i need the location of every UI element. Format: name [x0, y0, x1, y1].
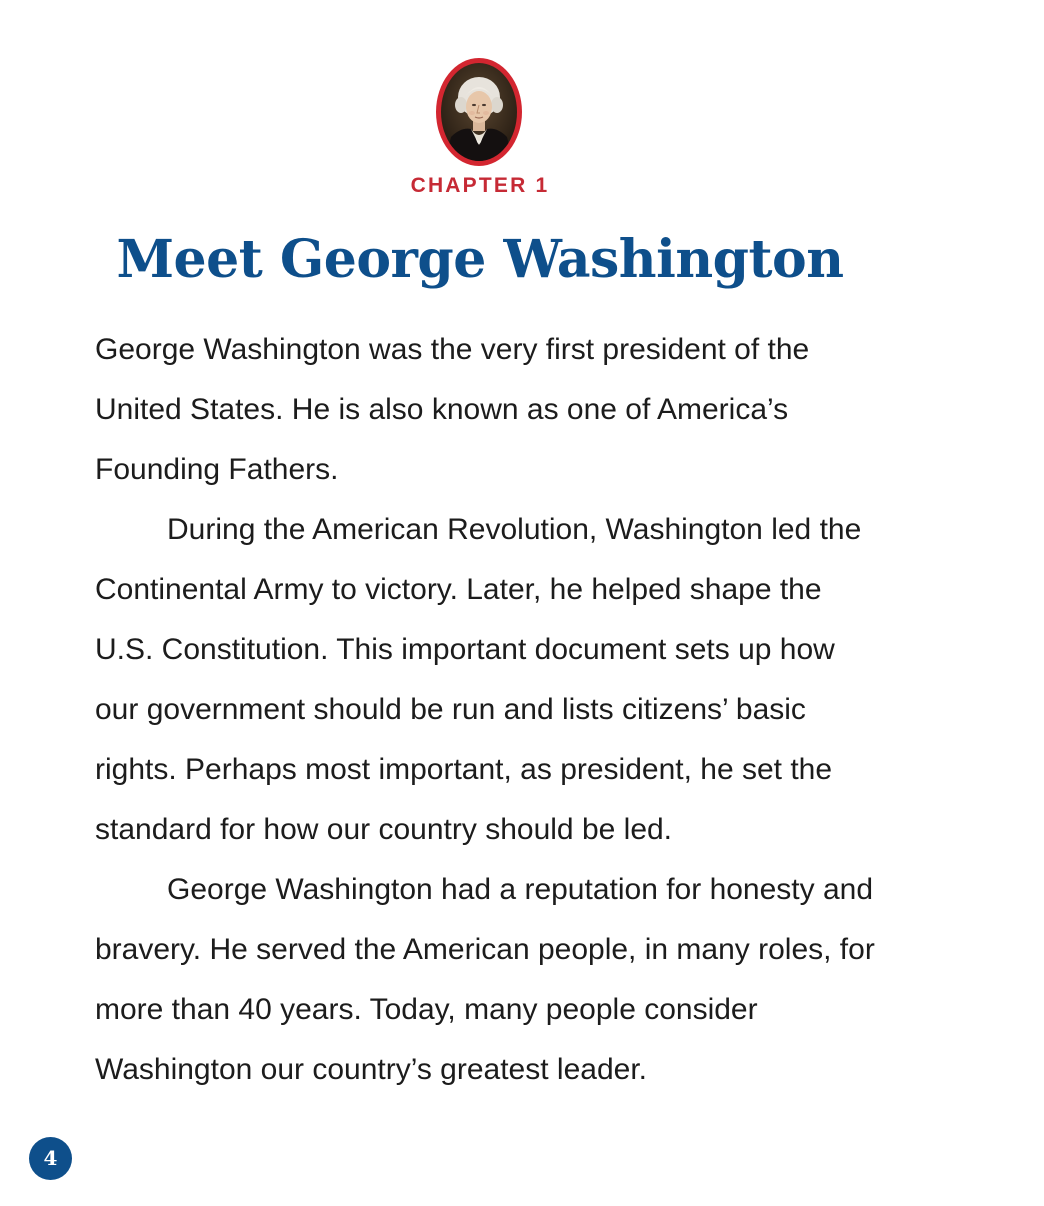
george-washington-portrait-icon [441, 63, 517, 161]
body-text [95, 320, 875, 1100]
chapter-label: CHAPTER 1 [410, 174, 550, 197]
paragraph: During the American Revolution, Washington led the Continental Army to victory. Later, he helped shape the U.S. Constitution. This important document sets up how our government should be run and lists citizens’ basic rights. Perhaps most important, as president, he set the standard for how our country should be led. [95, 513, 862, 846]
page-number-badge: 4 [29, 1137, 72, 1180]
paragraph: George Washington had a reputation for honesty and bravery. He served the American people, in many roles, for more than 40 years. Today, many people consider Washington our country’s greatest leader. [95, 873, 875, 1086]
paragraph: George Washington was the very first president of the United States. He is also known as one of America’s Founding Fathers. [95, 333, 810, 486]
page-title: Meet George Washington [116, 229, 844, 290]
portrait-medallion [436, 58, 522, 166]
